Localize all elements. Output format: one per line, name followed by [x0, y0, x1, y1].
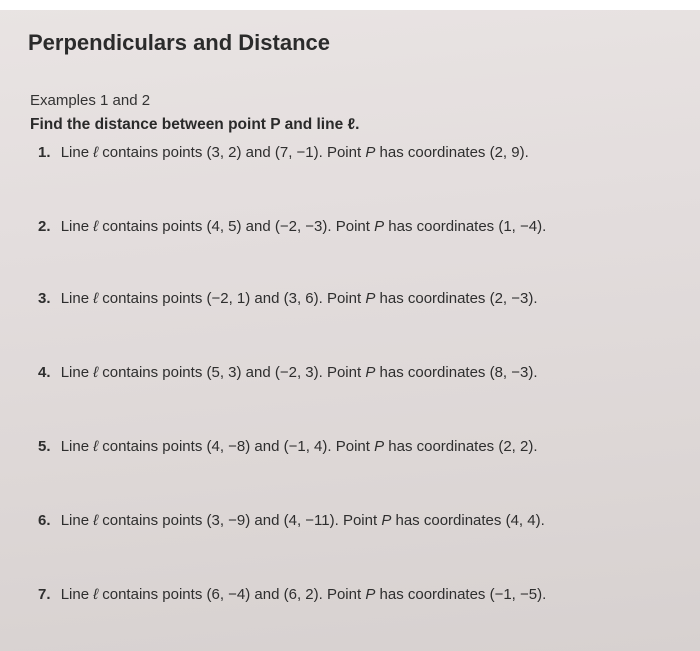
problem-number: 6.	[38, 512, 51, 529]
problem-text-a: Line	[60, 144, 90, 161]
problem-text-c: has coordinates (8, −3).	[379, 364, 538, 381]
problem-3	[38, 290, 538, 307]
problem-text-b: contains points (5, 3) and (−2, 3). Point	[102, 364, 362, 381]
problem-text-a: Line	[60, 438, 90, 455]
problem-text-c: has coordinates (4, 4).	[395, 512, 545, 529]
top-margin	[0, 0, 700, 10]
examples-label: Examples 1 and 2	[30, 92, 151, 109]
problem-text-a: Line	[60, 218, 90, 235]
point-label: P	[374, 438, 385, 455]
problem-text-c: has coordinates (1, −4).	[388, 218, 547, 235]
problem-number: 1.	[38, 144, 51, 161]
problem-text-b: contains points (6, −4) and (6, 2). Point	[102, 586, 362, 603]
instruction-text: Find the distance between point P and line ℓ.	[30, 116, 360, 133]
problem-5	[38, 438, 538, 455]
line-symbol: ℓ	[93, 586, 99, 603]
problem-text-b: contains points (4, 5) and (−2, −3). Point	[102, 218, 370, 235]
problem-text-b: contains points (4, −8) and (−1, 4). Point	[102, 438, 370, 455]
point-label: P	[365, 144, 376, 161]
problem-text-a: Line	[60, 290, 90, 307]
line-symbol: ℓ	[93, 290, 99, 307]
problem-7	[38, 586, 546, 603]
problem-number: 2.	[38, 218, 51, 235]
problem-text-c: has coordinates (2, −3).	[379, 290, 538, 307]
problem-text-c: has coordinates (−1, −5).	[379, 586, 547, 603]
point-label: P	[365, 364, 376, 381]
problem-text-b: contains points (−2, 1) and (3, 6). Point	[102, 290, 362, 307]
problem-text-a: Line	[60, 586, 90, 603]
problem-text-b: contains points (3, −9) and (4, −11). Point	[102, 512, 378, 529]
problem-2	[38, 218, 546, 235]
problem-text-c: has coordinates (2, 9).	[379, 144, 529, 161]
point-label: P	[365, 586, 376, 603]
problem-4	[38, 364, 538, 381]
line-symbol: ℓ	[93, 218, 99, 235]
line-symbol: ℓ	[93, 364, 99, 381]
line-symbol: ℓ	[93, 144, 99, 161]
line-symbol: ℓ	[93, 512, 99, 529]
problem-number: 5.	[38, 438, 51, 455]
page-title: Perpendiculars and Distance	[28, 30, 330, 55]
point-label: P	[381, 512, 392, 529]
point-label: P	[374, 218, 385, 235]
problem-1	[38, 144, 529, 161]
problem-6	[38, 512, 545, 529]
problem-text-b: contains points (3, 2) and (7, −1). Point	[102, 144, 362, 161]
problem-text-a: Line	[60, 512, 90, 529]
point-label: P	[365, 290, 376, 307]
line-symbol: ℓ	[93, 438, 99, 455]
problem-number: 4.	[38, 364, 51, 381]
problem-text-a: Line	[60, 364, 90, 381]
problem-number: 7.	[38, 586, 51, 603]
problem-text-c: has coordinates (2, 2).	[388, 438, 538, 455]
problem-number: 3.	[38, 290, 51, 307]
